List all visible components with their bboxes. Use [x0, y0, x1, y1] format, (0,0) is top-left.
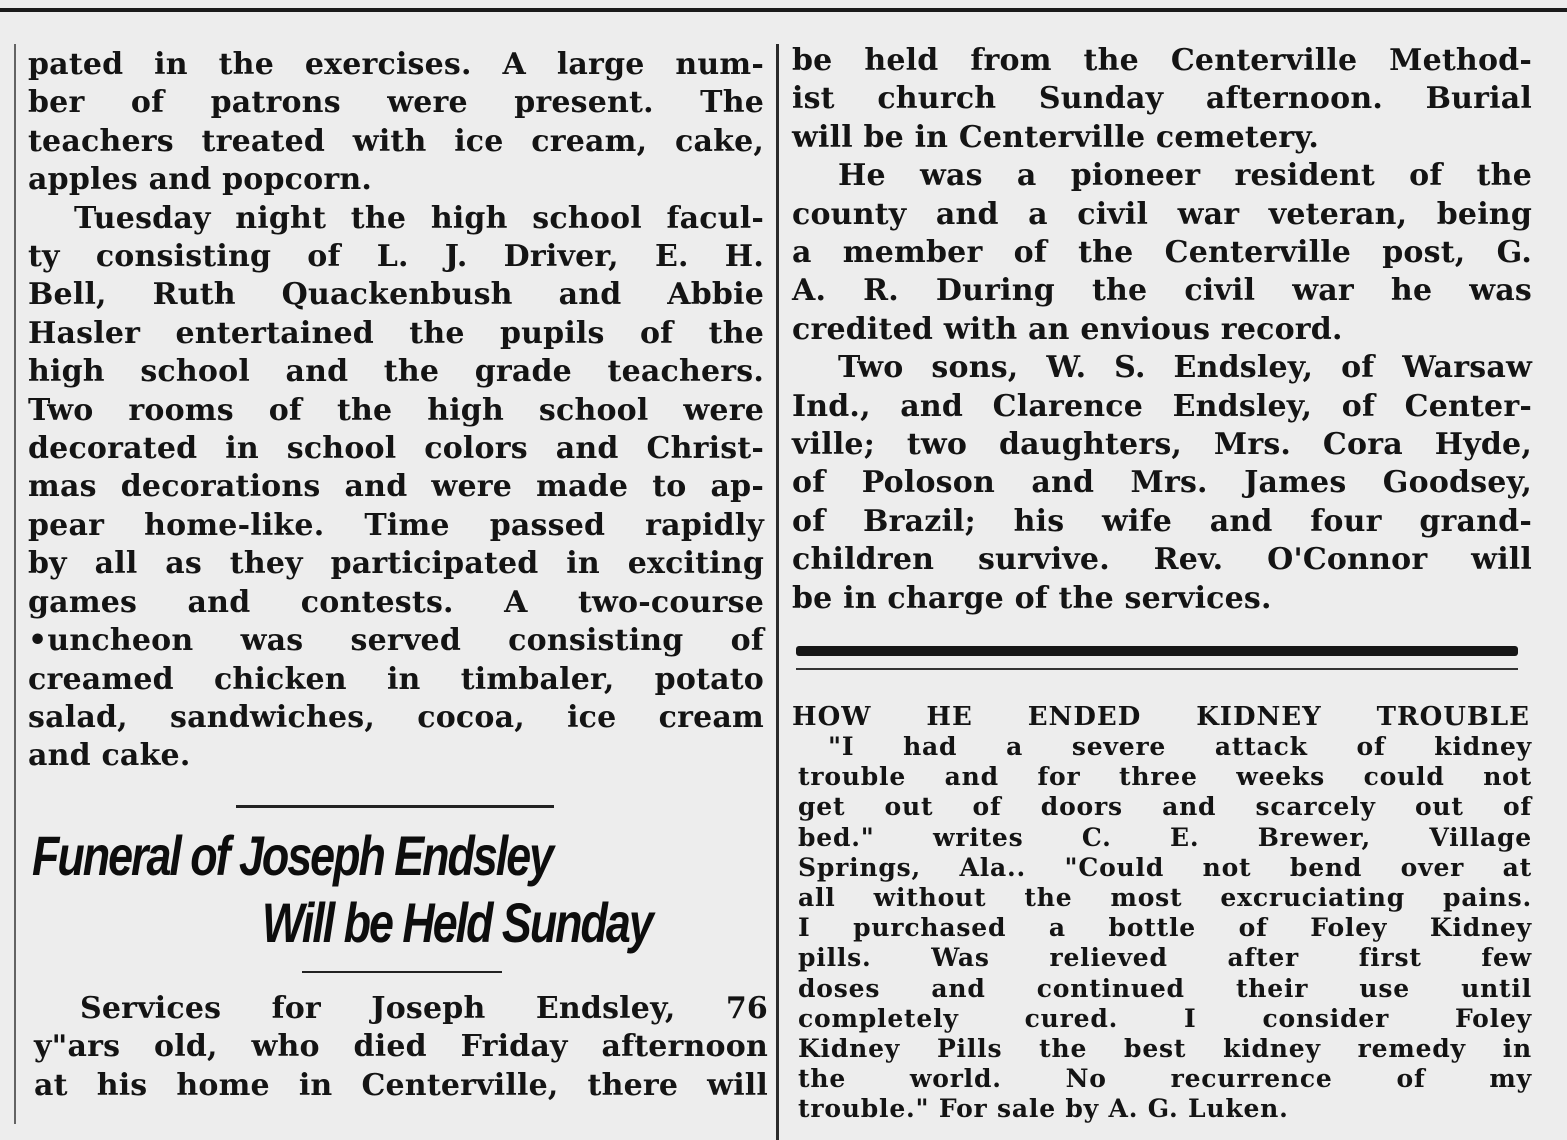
ad-headline: HOW HE ENDED KIDNEY TROUBLE — [792, 702, 1530, 732]
text-line: •uncheon was served consisting of — [28, 623, 764, 659]
text-line: a member of the Centerville post, G. — [792, 235, 1532, 271]
text-line: teachers treated with ice cream, cake, — [28, 123, 764, 159]
text-line: Springs, Ala.. "Could not bend over at — [798, 852, 1532, 882]
text-line: A. R. During the civil war he was — [792, 273, 1532, 309]
text-line: trouble." For sale by A. G. Luken. — [798, 1094, 1289, 1124]
text-line: mas decorations and were made to ap- — [28, 469, 764, 505]
text-line: pear home-like. Time passed rapidly — [28, 507, 764, 543]
ad-body — [798, 732, 1532, 1125]
text-line: pated in the exercises. A large num- — [28, 47, 764, 82]
text-line: high school and the grade teachers. — [28, 354, 764, 390]
text-line: ber of patrons were present. The — [28, 85, 764, 121]
text-line: be in charge of the services. — [792, 580, 1272, 616]
text-line: the world. No recurrence of my — [798, 1064, 1532, 1094]
headline-line-1: Funeral of Joseph Endsley — [32, 824, 553, 887]
article-continued — [28, 46, 764, 776]
left-edge-rule — [14, 44, 16, 1124]
column-divider — [776, 44, 779, 1140]
text-line: Two rooms of the high school were — [28, 392, 764, 428]
section-rule-thin — [796, 668, 1518, 670]
text-line: completely cured. I consider Foley — [798, 1003, 1532, 1033]
text-line: Services for Joseph Endsley, 76 — [80, 991, 768, 1026]
text-line: of Poloson and Mrs. James Goodsey, — [792, 465, 1532, 501]
text-line: apples and popcorn. — [28, 162, 372, 198]
text-line: games and contests. A two-course — [28, 584, 764, 620]
text-line: ty consisting of L. J. Driver, E. H. — [28, 239, 764, 275]
text-line: county and a civil war veteran, being — [792, 196, 1532, 232]
text-line: Tuesday night the high school facul- — [74, 200, 764, 236]
text-line: will be in Centerville cemetery. — [792, 119, 1320, 155]
text-line: get out of doors and scarcely out of — [798, 792, 1532, 822]
text-line: at his home in Centerville, there will — [34, 1067, 768, 1103]
text-line: pills. Was relieved after first few — [798, 943, 1532, 973]
text-line: Bell, Ruth Quackenbush and Abbie — [28, 277, 764, 313]
headline-rule-bottom — [302, 971, 502, 973]
headline-rule-top — [236, 805, 554, 808]
text-line: Kidney Pills the best kidney remedy in — [798, 1034, 1532, 1064]
text-line: all without the most excruciating pains. — [798, 883, 1532, 913]
funeral-article-body-start — [34, 990, 768, 1105]
text-line: creamed chicken in timbaler, potato — [28, 661, 764, 697]
headline-line-2: Will be Held Sunday — [262, 891, 652, 954]
text-line: Ind., and Clarence Endsley, of Center- — [792, 388, 1532, 424]
text-line: bed." writes C. E. Brewer, Village — [798, 822, 1532, 852]
text-line: by all as they participated in exciting — [28, 546, 764, 582]
text-line: y"ars old, who died Friday afternoon — [34, 1029, 768, 1065]
top-rule — [0, 8, 1567, 12]
text-line: I purchased a bottle of Foley Kidney — [798, 913, 1532, 943]
text-line: decorated in school colors and Christ- — [28, 431, 764, 467]
text-line: doses and continued their use until — [798, 973, 1532, 1003]
text-line: Hasler entertained the pupils of the — [28, 315, 764, 351]
text-line: Two sons, W. S. Endsley, of Warsaw — [838, 350, 1532, 386]
text-line: credited with an envious record. — [792, 311, 1343, 347]
text-line: ist church Sunday afternoon. Burial — [792, 81, 1532, 117]
text-line: salad, sandwiches, cocoa, ice cream — [28, 699, 764, 735]
section-rule-thick — [796, 646, 1518, 656]
text-line: be held from the Centerville Method- — [792, 43, 1532, 78]
text-line: He was a pioneer resident of the — [838, 158, 1532, 194]
text-line: trouble and for three weeks could not — [798, 762, 1532, 792]
funeral-article-body-continued — [792, 42, 1532, 618]
text-line: and cake. — [28, 738, 191, 774]
text-line: "I had a severe attack of kidney — [828, 732, 1532, 761]
text-line: children survive. Rev. O'Connor will — [792, 542, 1532, 578]
text-line: ville; two daughters, Mrs. Cora Hyde, — [792, 427, 1532, 463]
text-line: of Brazil; his wife and four grand- — [792, 503, 1532, 539]
